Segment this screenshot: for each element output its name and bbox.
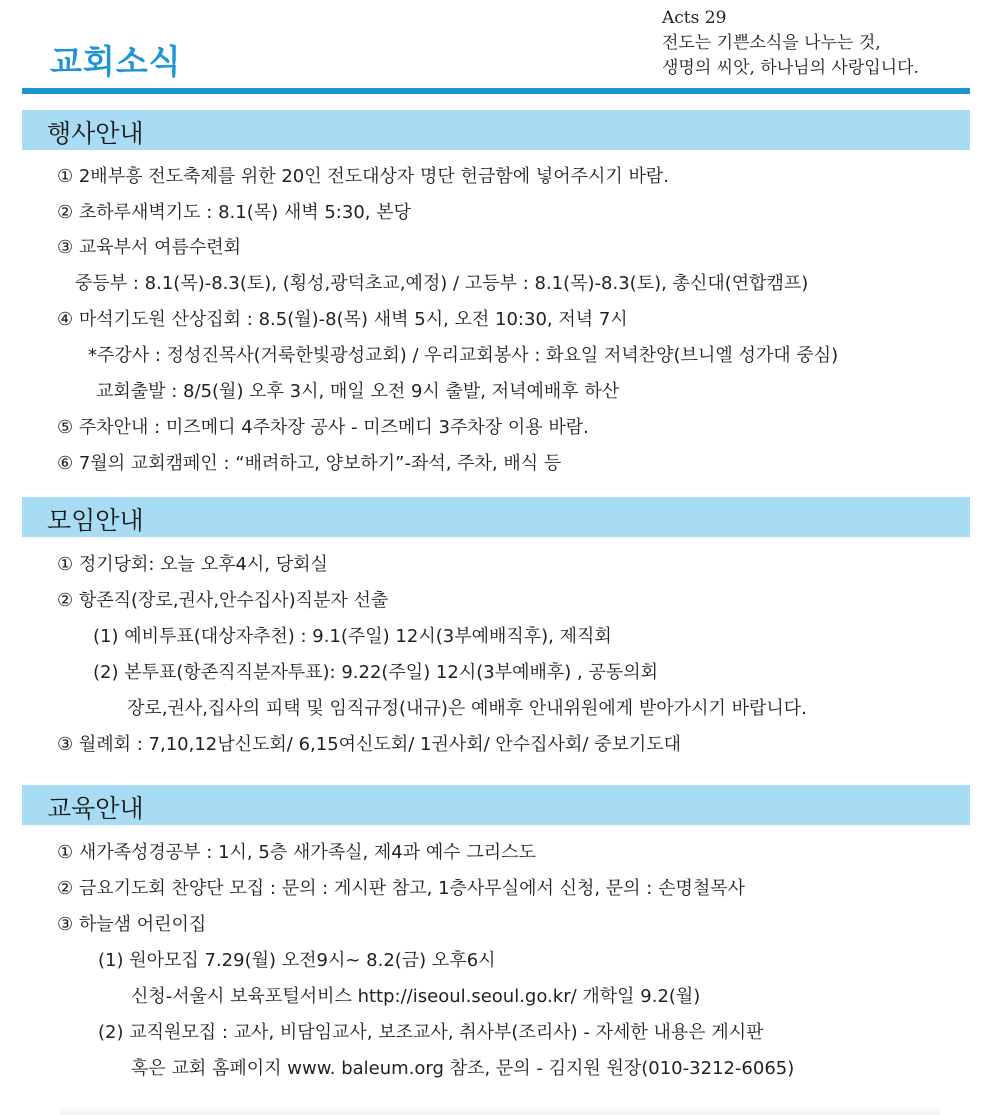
list-item: (2) 교직원모집 : 교사, 비담임교사, 보조교사, 취사부(조리사) - 자세한 내용은 게시판 xyxy=(98,1022,764,1043)
list-item: ④ 마석기도원 산상집회 : 8.5(월)-8(목) 새벽 5시, 오전 10:30, 저녁 7시 xyxy=(57,309,628,330)
list-item: *주강사 : 정성진목사(거룩한빛광성교회) / 우리교회봉사 : 화요일 저녁찬양(브니엘 성가대 중심) xyxy=(88,345,839,366)
section-title: 행사안내 xyxy=(47,119,144,148)
verse-block xyxy=(662,6,919,81)
verse-reference: Acts 29 xyxy=(662,8,727,28)
list-item: 중등부 : 8.1(목)-8.3(토), (횡성,광덕초교,예정) / 고등부 : 8.1(목)-8.3(토), 총신대(연합캠프) xyxy=(75,273,809,294)
verse-line: 전도는 기쁜소식을 나누는 것, xyxy=(662,33,881,53)
section-header-meetings xyxy=(22,497,970,537)
list-item: ① 새가족성경공부 : 1시, 5층 새가족실, 제4과 예수 그리스도 xyxy=(57,842,536,863)
list-item: 신청-서울시 보육포털서비스 http://iseoul.seoul.go.kr/ 개학일 9.2(월) xyxy=(131,986,701,1007)
section-header-education xyxy=(22,785,970,825)
list-item: ⑥ 7월의 교회캠페인 : “배려하고, 양보하기”-좌석, 주차, 배식 등 xyxy=(57,453,562,474)
list-item: ① 2배부흥 전도축제를 위한 20인 전도대상자 명단 헌금함에 넣어주시기 바람. xyxy=(57,166,669,187)
list-item: ③ 하늘샘 어린이집 xyxy=(57,914,207,935)
list-item: (2) 본투표(항존직직분자투표): 9.22(주일) 12시(3부예배후) , 공동의회 xyxy=(93,662,658,683)
verse-line: 생명의 씨앗, 하나님의 사랑입니다. xyxy=(662,58,919,78)
list-item: ① 정기당회: 오늘 오후4시, 당회실 xyxy=(57,554,328,575)
list-item: ② 항존직(장로,권사,안수집사)직분자 선출 xyxy=(57,590,389,611)
section-header-events xyxy=(22,110,970,150)
section-title: 교육안내 xyxy=(47,794,144,823)
list-item: (1) 원아모집 7.29(월) 오전9시~ 8.2(금) 오후6시 xyxy=(98,950,496,971)
list-item: ③ 교육부서 여름수련회 xyxy=(57,237,242,258)
list-item: (1) 예비투표(대상자추천) : 9.1(주일) 12시(3부예배직후), 제직회 xyxy=(93,626,612,647)
header-divider xyxy=(22,88,970,94)
list-item: ② 금요기도회 찬양단 모집 : 문의 : 게시판 참고, 1층사무실에서 신청, 문의 : 손명철목사 xyxy=(57,878,746,899)
list-item: ② 초하루새벽기도 : 8.1(목) 새벽 5:30, 본당 xyxy=(57,202,411,223)
section-title: 모임안내 xyxy=(47,506,144,535)
list-item: ⑤ 주차안내 : 미즈메디 4주차장 공사 - 미즈메디 3주차장 이용 바람. xyxy=(57,417,589,438)
list-item: 혹은 교회 홈페이지 www. baleum.org 참조, 문의 - 김지원 원장(010-3212-6065) xyxy=(131,1058,795,1079)
page-bottom-edge xyxy=(60,1106,940,1115)
list-item: ③ 월례회 : 7,10,12남신도회/ 6,15여신도회/ 1권사회/ 안수집사회/ 중보기도대 xyxy=(57,734,682,755)
list-item: 교회출발 : 8/5(월) 오후 3시, 매일 오전 9시 출발, 저녁예배후 하산 xyxy=(96,381,620,402)
list-item: 장로,권사,집사의 피택 및 임직규정(내규)은 예배후 안내위원에게 받아가시기 바랍니다. xyxy=(127,698,807,719)
page-title: 교회소식 xyxy=(50,42,182,81)
